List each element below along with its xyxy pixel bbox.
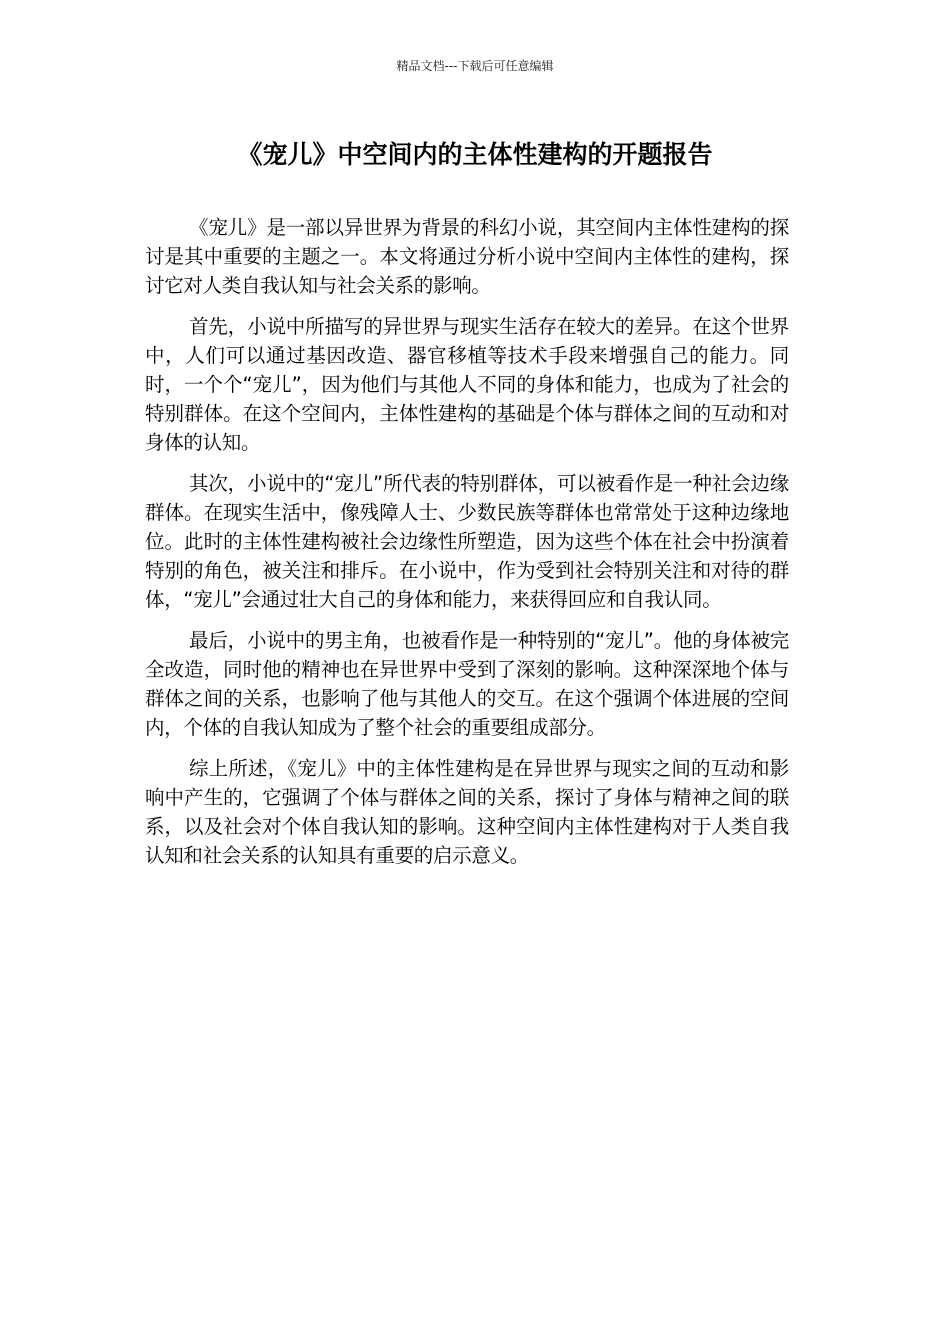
document-title: 《宠儿》中空间内的主体性建构的开题报告 (237, 140, 713, 169)
paragraph-third: 最后，小说中的男主角，也被看作是一种特别的“宠儿”。他的身体被完全改造，同时他的精神也在异世界中受到了深刻的影响。这种深深地个体与群体之间的关系，也影响了他与其他人的交互。在这个强调个体进展的空间内，个体的自我认知成为了整个社会的重要组成部分。 (145, 629, 789, 739)
page-header: 精品文档---下载后可任意编辑 (396, 59, 554, 73)
paragraph-first: 首先，小说中所描写的异世界与现实生活存在较大的差异。在这个世界中，人们可以通过基因改造、器官移植等技术手段来增强自己的能力。同时，一个个“宠儿”，因为他们与其他人不同的身体和能力，也成为了社会的特别群体。在这个空间内，主体性建构的基础是个体与群体之间的互动和对身体的认知。 (145, 315, 789, 454)
paragraph-intro: 《宠儿》是一部以异世界为背景的科幻小说，其空间内主体性建构的探讨是其中重要的主题之一。本文将通过分析小说中空间内主体性的建构，探讨它对人类自我认知与社会关系的影响。 (145, 216, 789, 297)
paragraph-second: 其次，小说中的“宠儿”所代表的特别群体，可以被看作是一种社会边缘群体。在现实生活中，像残障人士、少数民族等群体也常常处于这种边缘地位。此时的主体性建构被社会边缘性所塑造，因为这些个体在社会中扮演着特别的角色，被关注和排斥。在小说中，作为受到社会特别关注和对待的群体，“宠儿”会通过壮大自己的身体和能力，来获得回应和自我认同。 (145, 472, 789, 611)
paragraph-conclusion: 综上所述，《宠儿》中的主体性建构是在异世界与现实之间的互动和影响中产生的，它强调了个体与群体之间的关系，探讨了身体与精神之间的联系，以及社会对个体自我认知的影响。这种空间内主体性建构对于人类自我认知和社会关系的认知具有重要的启示意义。 (145, 757, 789, 867)
document-body (145, 213, 789, 882)
